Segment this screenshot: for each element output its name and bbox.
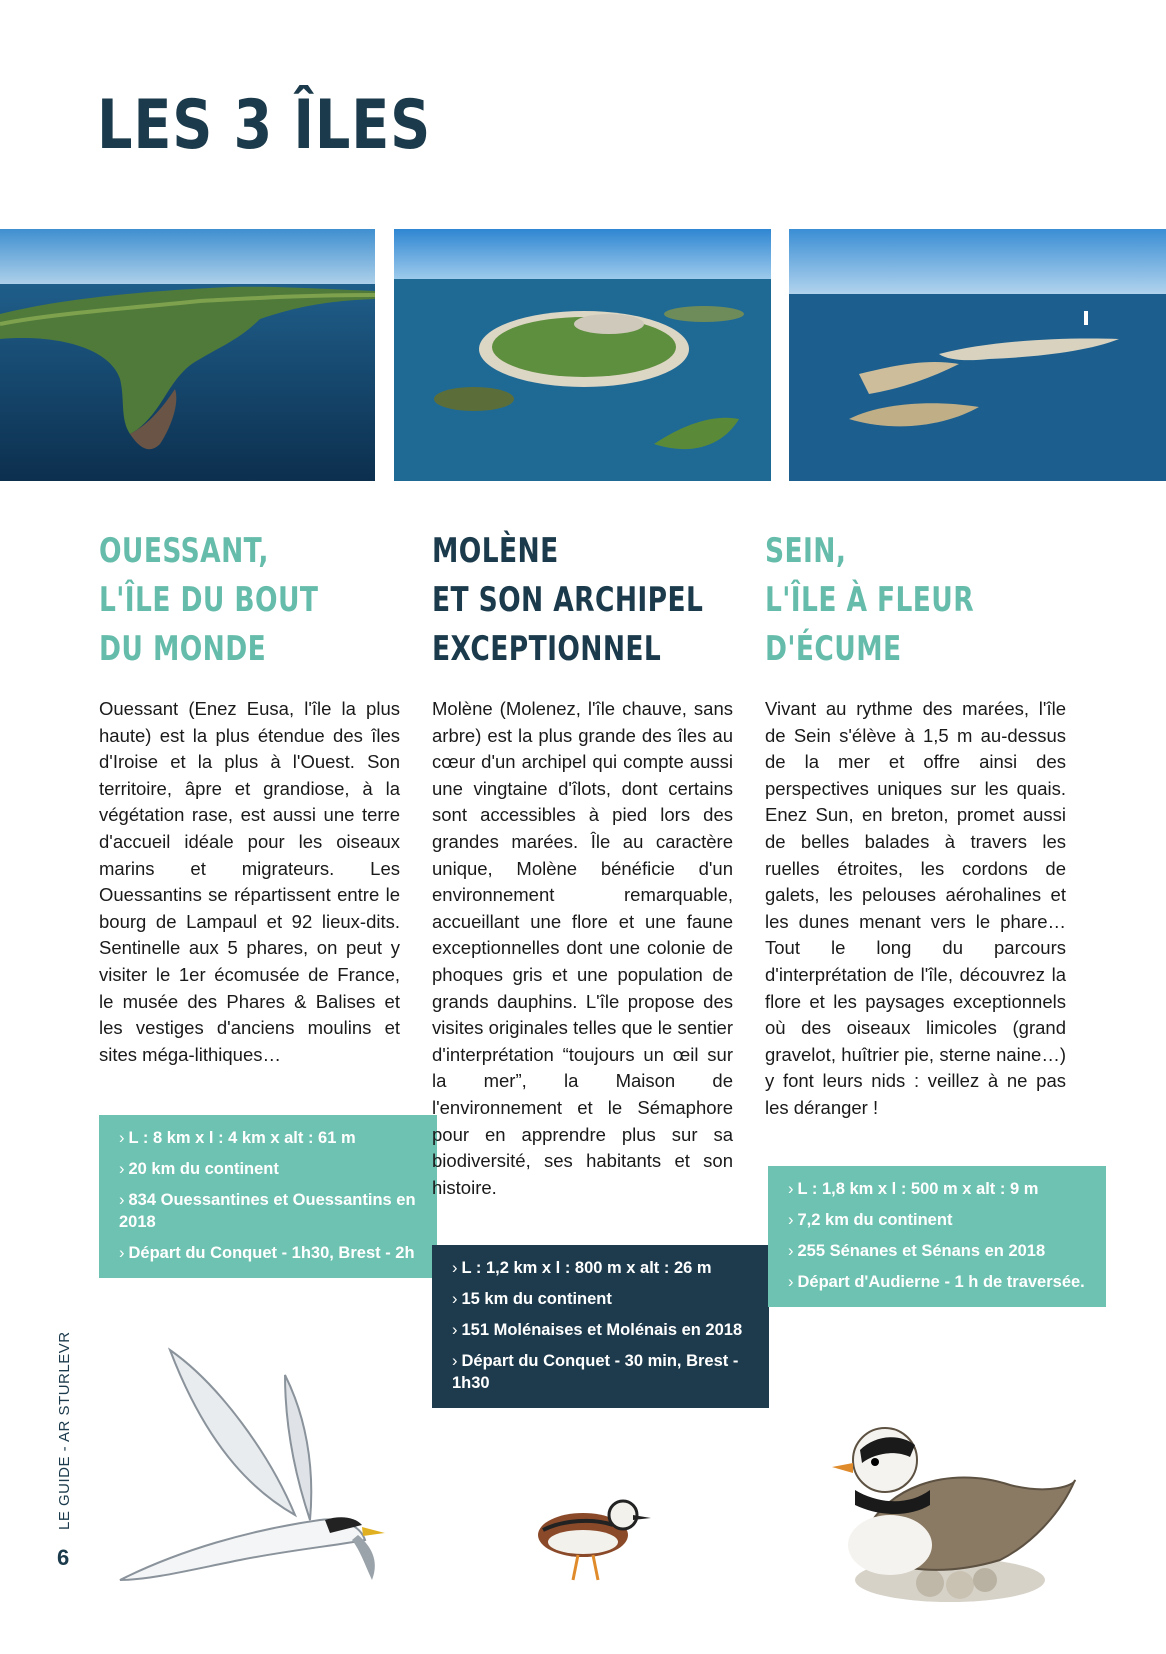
guide-credit: LE GUIDE - AR STURLEVR [56, 1331, 73, 1530]
molene-column [432, 527, 733, 1201]
molene-heading: MOLÈNE ET SON ARCHIPEL EXCEPTIONNEL [432, 531, 704, 669]
fact-item: › 20 km du continent [119, 1160, 279, 1178]
sein-facts-box [768, 1166, 1106, 1307]
molene-description: Molène (Molenez, l'île chauve, sans arbre) est la plus grande des îles au cœur d'un archipel qui compte aussi une vingtaine d'îlots, dont certains sont accessibles à pied lors des grandes marées. Île au caractère unique, Molène bénéficie d'un environnement remarquable, accueillant une flore et une faune exceptionnelles dont une colonie de phoques gris et une population de grands dauphins. L'île propose des visites originales telles que le sentier d'interprétation “toujours un œil sur la mer”, la Maison de l'environnement et le Sémaphore pour en apprendre plus sur sa biodiversité, ses habitants et son histoire. [432, 698, 733, 1198]
fact-item: › Départ d'Audierne - 1 h de traversée. [788, 1273, 1085, 1291]
page-title: LES 3 ÎLES [97, 86, 432, 165]
turnstone-illustration [523, 1480, 653, 1590]
sein-heading: SEIN, L'ÎLE À FLEUR D'ÉCUME [765, 531, 975, 669]
fact-item: › 15 km du continent [452, 1290, 612, 1308]
sein-aerial-photo [789, 229, 1166, 481]
tern-illustration [90, 1345, 390, 1595]
fact-item: › 255 Sénanes et Sénans en 2018 [788, 1242, 1046, 1260]
sein-column [765, 527, 1066, 1122]
fact-item: › L : 1,8 km x l : 500 m x alt : 9 m [788, 1180, 1039, 1198]
ouessant-heading: OUESSANT, L'ÎLE DU BOUT DU MONDE [99, 531, 319, 669]
fact-item: › 7,2 km du continent [788, 1211, 953, 1229]
fact-item: › 151 Molénaises et Molénais en 2018 [452, 1321, 743, 1339]
ouessant-column [99, 527, 400, 1068]
ringed-plover-illustration [820, 1405, 1080, 1605]
fact-item: › L : 1,2 km x l : 800 m x alt : 26 m [452, 1259, 712, 1277]
ouessant-facts-box [99, 1115, 437, 1278]
ouessant-description: Ouessant (Enez Eusa, l'île la plus haute) est la plus étendue des îles d'Iroise et la plus à l'Ouest. Son territoire, âpre et grandiose, à la végétation rase, est aussi une terre d'accueil idéale pour les oiseaux marins et migrateurs. Les Ouessantins se répartissent entre le bourg de Lampaul et 92 lieux-dits. Sentinelle aux 5 phares, on peut y visiter le 1er écomusée de France, le musée des Phares & Balises et les vestiges d'anciens moulins et sites méga-lithiques… [99, 698, 400, 1065]
page-number: 6 [57, 1545, 70, 1570]
sein-description: Vivant au rythme des marées, l'île de Sein s'élève à 1,5 m au-dessus de la mer et offre ainsi des perspectives uniques sur les quais. Enez Sun, en breton, promet aussi de belles balades à travers les ruelles étroites, les cordons de galets, les pelouses aérohalines et les dunes menant vers le phare… Tout le long du parcours d'interprétation de l'île, découvrez la flore et les paysages exceptionnels où des oiseaux limicoles (grand gravelot, huîtrier pie, sterne naine…) y font leurs nids : veillez à ne pas les déranger ! [765, 698, 1066, 1118]
molene-aerial-photo [394, 229, 771, 481]
fact-item: › Départ du Conquet - 30 min, Brest - 1h30 [452, 1352, 739, 1392]
molene-facts-box [432, 1245, 769, 1408]
fact-item: › L : 8 km x l : 4 km x alt : 61 m [119, 1129, 356, 1147]
fact-item: › Départ du Conquet - 1h30, Brest - 2h [119, 1244, 415, 1262]
ouessant-aerial-photo [0, 229, 375, 481]
fact-item: › 834 Ouessantines et Ouessantins en 2018 [119, 1191, 416, 1231]
